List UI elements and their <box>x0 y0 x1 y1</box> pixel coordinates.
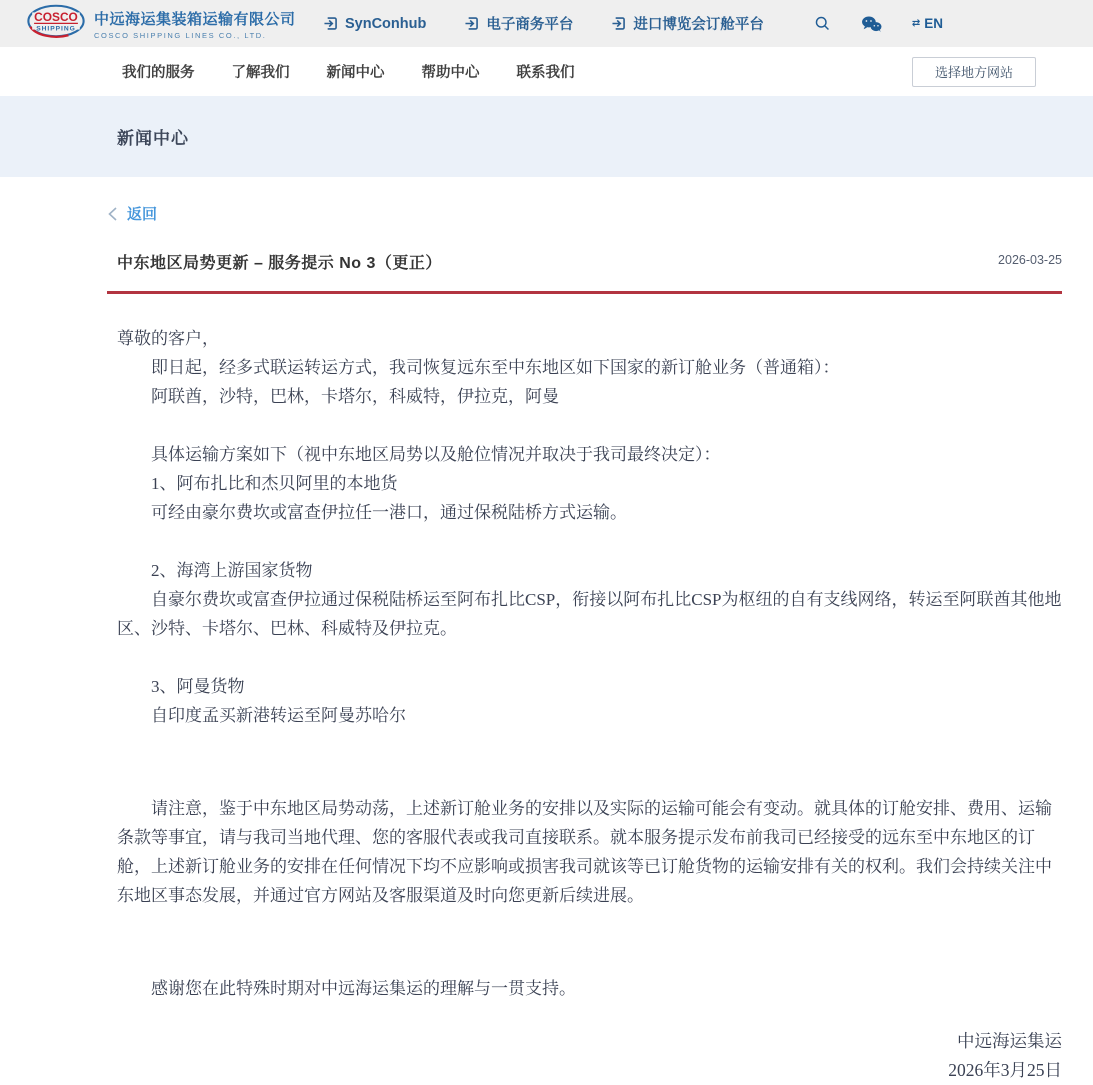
main-nav <box>0 47 1093 96</box>
back-label: 返回 <box>127 206 158 223</box>
section-band <box>0 96 1093 177</box>
language-label: EN <box>924 16 943 31</box>
svg-text:COSCO: COSCO <box>34 10 78 24</box>
article-body <box>107 324 1062 1003</box>
language-switch-icon: ⇄ <box>911 18 921 29</box>
search-icon[interactable] <box>814 15 831 32</box>
article-paragraph: 2、海湾上游国家货物 <box>151 561 313 580</box>
article <box>107 203 1062 1085</box>
wechat-icon[interactable] <box>861 15 882 33</box>
article-paragraph: 感谢您在此特殊时期对中远海运集运的理解与一贯支持。 <box>151 979 576 998</box>
company-name-cn: 中远海运集装箱运输有限公司 <box>94 10 296 28</box>
signature-line: 2026年3月25日 <box>948 1060 1062 1080</box>
article-paragraph: 1、阿布扎比和杰贝阿里的本地货 <box>151 474 398 493</box>
nav-items <box>122 61 575 82</box>
article-paragraph: 自豪尔费坎或富查伊拉通过保税陆桥运至阿布扎比CSP，衔接以阿布扎比CSP为枢纽的自有支线网络，转运至阿联酋其他地区、沙特、卡塔尔、巴林、科威特及伊拉克。 <box>117 590 1062 638</box>
logo-text <box>94 8 296 40</box>
platform-link-label: SynConhub <box>344 15 427 32</box>
entry-arrow-icon <box>322 15 339 32</box>
company-name-en: COSCO SHIPPING LINES CO., LTD. <box>94 30 267 40</box>
article-paragraph: 3、阿曼货物 <box>151 677 245 696</box>
top-header <box>0 0 1093 47</box>
nav-item[interactable]: 了解我们 <box>231 65 290 81</box>
article-title: 中东地区局势更新 – 服务提示 No 3（更正） <box>117 255 442 272</box>
header-icon-group <box>814 15 943 33</box>
article-paragraph: 阿联酋，沙特，巴林，卡塔尔，科威特，伊拉克，阿曼 <box>151 387 559 406</box>
svg-text:SHIPPING: SHIPPING <box>36 25 76 33</box>
article-paragraph: 自印度孟买新港转运至阿曼苏哈尔 <box>151 706 406 725</box>
article-signature <box>107 1027 1062 1085</box>
language-switcher[interactable] <box>912 16 943 31</box>
section-title: 新闻中心 <box>117 129 189 148</box>
platform-link-label: 进口博览会订舱平台 <box>633 17 764 33</box>
nav-item[interactable]: 我们的服务 <box>122 65 195 81</box>
platform-links <box>322 13 764 34</box>
cosco-logo[interactable] <box>25 1 296 46</box>
article-date: 2026-03-25 <box>998 253 1062 267</box>
nav-item[interactable]: 帮助中心 <box>421 65 480 81</box>
article-paragraph: 具体运输方案如下（视中东地区局势以及舱位情况并取决于我司最终决定）： <box>151 445 721 464</box>
cosco-emblem-icon <box>25 1 87 46</box>
entry-arrow-icon <box>610 15 627 32</box>
nav-item[interactable]: 联系我们 <box>516 65 575 81</box>
select-region-button[interactable]: 选择地方网站 <box>912 57 1036 87</box>
platform-link[interactable] <box>463 13 573 34</box>
title-divider <box>107 291 1062 294</box>
platform-link-label: 电子商务平台 <box>486 17 574 33</box>
article-paragraph: 请注意，鉴于中东地区局势动荡，上述新订舱业务的安排以及实际的运输可能会有变动。就具体的订舱安排、费用、运输条款等事宜，请与我司当地代理、您的客服代表或我司直接联系。就本服务提示发布前我司已经接受的远东至中东地区的订舱，上述新订舱业务的安排在任何情况下均不应影响或损害我司就该等已订舱货物的运输安排有关的权利。我们会持续关注中东地区事态发展，并通过官方网站及客服渠道及时向您更新后续进展。 <box>117 799 1052 905</box>
article-paragraph: 即日起，经多式联运转运方式，我司恢复远东至中东地区如下国家的新订舱业务（普通箱）： <box>151 358 840 377</box>
nav-item[interactable]: 新闻中心 <box>326 65 385 81</box>
article-paragraph: 可经由豪尔费坎或富查伊拉任一港口，通过保税陆桥方式运输。 <box>151 503 627 522</box>
entry-arrow-icon <box>463 15 480 32</box>
signature-line: 中远海运集运 <box>957 1031 1062 1051</box>
article-paragraph: 尊敬的客户， <box>117 329 219 348</box>
platform-link[interactable] <box>322 15 426 32</box>
back-link[interactable] <box>107 203 157 224</box>
platform-link[interactable] <box>610 13 764 34</box>
chevron-left-icon <box>107 206 118 222</box>
article-header <box>107 250 1062 273</box>
